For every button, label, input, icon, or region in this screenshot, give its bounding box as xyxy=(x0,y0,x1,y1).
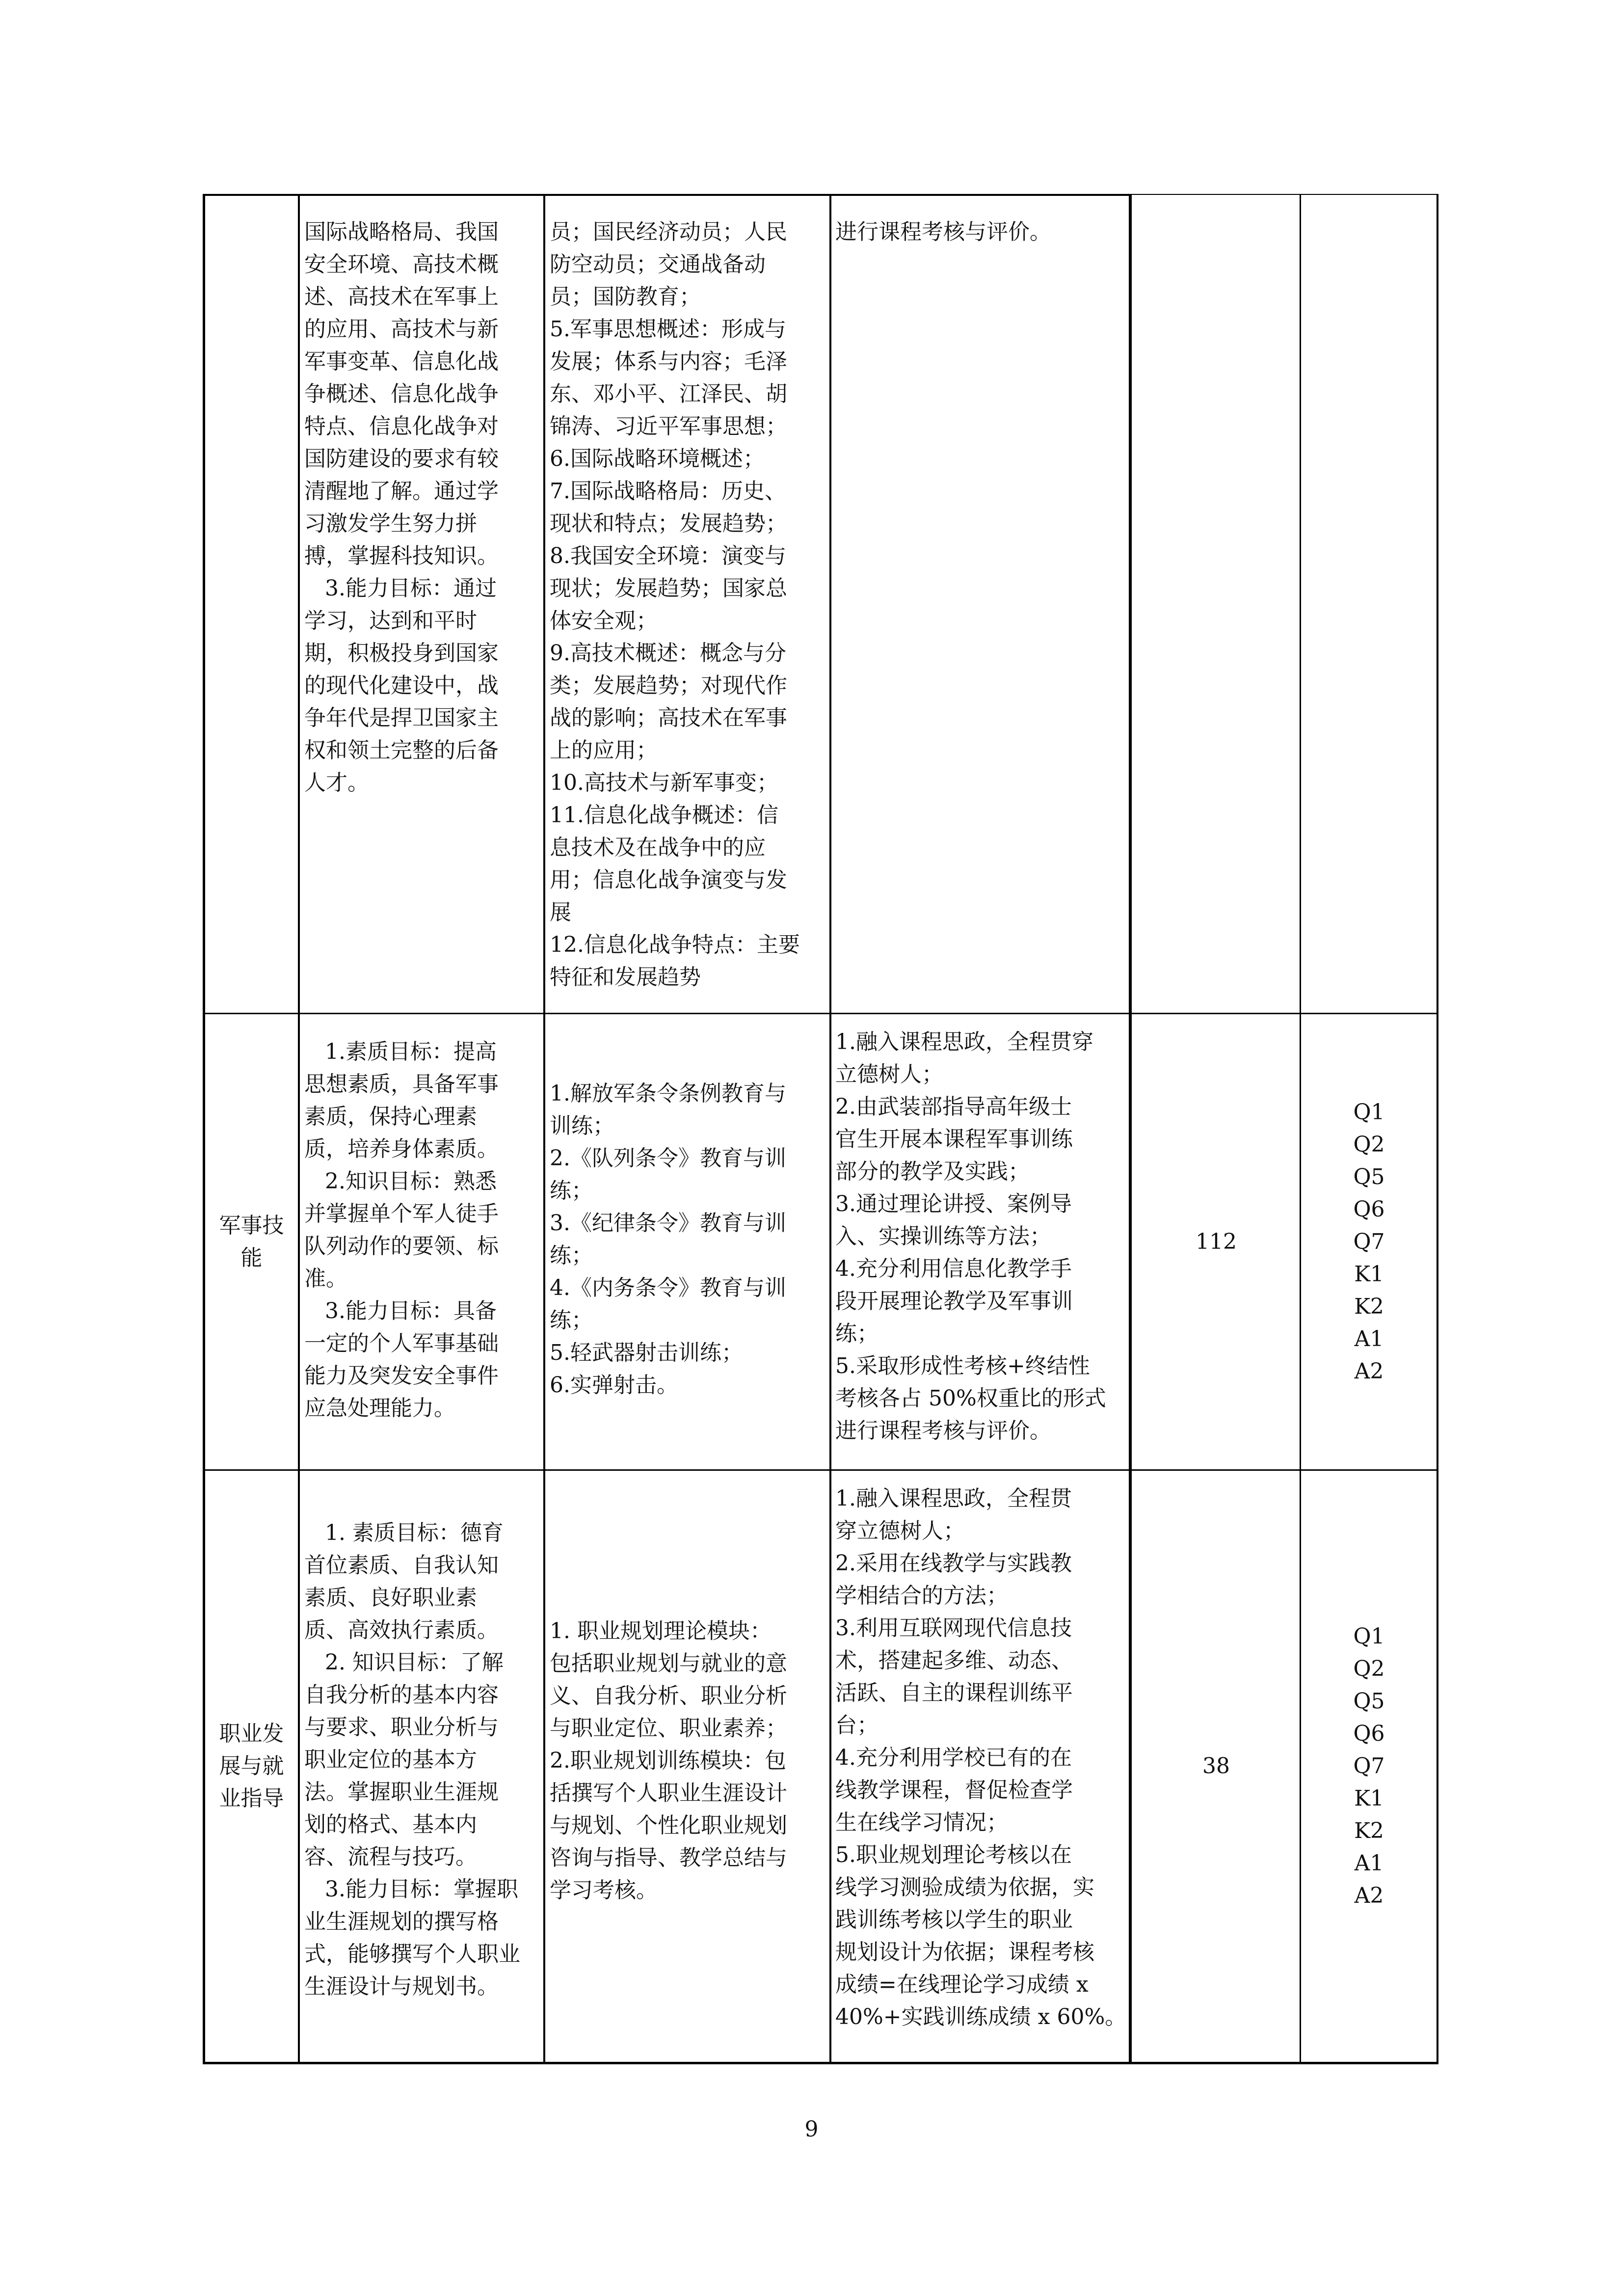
goals-line: 业生涯规划的撰写格 xyxy=(304,1909,499,1934)
codes-line: K2 xyxy=(1354,1294,1384,1319)
goals-line: 1. 素质目标：德育 xyxy=(304,1520,504,1545)
codes-line: A1 xyxy=(1354,1326,1384,1351)
goals-line: 搏，掌握科技知识。 xyxy=(304,543,499,568)
row3-course-cell xyxy=(204,1473,299,2059)
column-divider-5 xyxy=(1300,194,1301,2064)
row-divider-1 xyxy=(203,1013,1438,1014)
method-line: 进行课程考核与评价。 xyxy=(835,1418,1051,1443)
course-line: 业指导 xyxy=(219,1785,284,1811)
codes-line: Q7 xyxy=(1353,1753,1385,1779)
content-line: 特征和发展趋势 xyxy=(550,965,701,990)
method-line: 立德树人； xyxy=(835,1062,943,1087)
codes-line: K1 xyxy=(1354,1785,1384,1811)
course-line: 职业发 xyxy=(219,1721,284,1746)
content-line: 括撰写个人职业生涯设计 xyxy=(550,1781,787,1806)
goals-line: 准。 xyxy=(304,1266,347,1291)
goals-line: 一定的个人军事基础 xyxy=(304,1331,499,1356)
content-line: 与规划、个性化职业规划 xyxy=(550,1813,787,1838)
row-divider-2 xyxy=(203,1469,1438,1471)
content-line: 展 xyxy=(550,900,571,925)
goals-line: 法。掌握职业生涯规 xyxy=(304,1780,499,1805)
goals-line: 国防建设的要求有较 xyxy=(304,446,499,471)
row1-method-cell xyxy=(835,216,1130,248)
method-line: 1.融入课程思政，全程贯 xyxy=(835,1486,1072,1511)
column-divider-2 xyxy=(543,194,545,2064)
row1-goals-cell xyxy=(304,216,540,799)
goals-line: 队列动作的要领、标 xyxy=(304,1234,499,1259)
codes-line: Q1 xyxy=(1353,1623,1385,1649)
content-line: 现状；发展趋势；国家总 xyxy=(550,576,787,601)
codes-line: A2 xyxy=(1354,1883,1384,1908)
content-line: 现状和特点；发展趋势； xyxy=(550,511,787,536)
goals-line: 素质，保持心理素 xyxy=(304,1104,477,1129)
course-line: 军事技 xyxy=(219,1213,284,1238)
codes-line: K2 xyxy=(1354,1818,1384,1843)
goals-line: 清醒地了解。通过学 xyxy=(304,479,499,504)
goals-line: 质、高效执行素质。 xyxy=(304,1618,499,1643)
content-line: 2.职业规划训练模块：包 xyxy=(550,1748,786,1773)
content-line: 员；国防教育； xyxy=(550,284,701,309)
content-line: 发展；体系与内容；毛泽 xyxy=(550,349,787,374)
content-line: 8.我国安全环境：演变与 xyxy=(550,543,786,568)
codes-line: A2 xyxy=(1354,1359,1384,1384)
row3-content-cell xyxy=(550,1615,829,1907)
codes-line: Q7 xyxy=(1353,1229,1385,1254)
method-line: 2.由武装部指导高年级士 xyxy=(835,1094,1072,1119)
goals-line: 学习，达到和平时 xyxy=(304,608,477,633)
goals-line: 自我分析的基本内容 xyxy=(304,1682,499,1707)
method-line: 3.利用互联网现代信息技 xyxy=(835,1616,1072,1641)
method-line: 5.职业规划理论考核以在 xyxy=(835,1842,1072,1867)
goals-line: 容、流程与技巧。 xyxy=(304,1844,477,1869)
row2-course-cell xyxy=(204,1016,299,1468)
goals-line: 并掌握单个军人徒手 xyxy=(304,1201,499,1226)
method-line: 术，搭建起多维、动态、 xyxy=(835,1648,1073,1673)
codes-line: Q2 xyxy=(1353,1132,1385,1157)
goals-line: 权和领土完整的后备 xyxy=(304,738,499,763)
goals-line: 与要求、职业分析与 xyxy=(304,1715,499,1740)
content-line: 5.军事思想概述：形成与 xyxy=(550,317,786,342)
content-line: 义、自我分析、职业分析 xyxy=(550,1683,787,1708)
row1-course-cell xyxy=(204,196,297,1011)
goals-line: 素质、良好职业素 xyxy=(304,1585,477,1610)
goals-line: 质，培养身体素质。 xyxy=(304,1136,499,1162)
goals-line: 式，能够撰写个人职业 xyxy=(304,1942,520,1967)
goals-line: 的现代化建设中，战 xyxy=(304,673,499,698)
goals-line: 思想素质，具备军事 xyxy=(304,1072,499,1097)
goals-line: 生涯设计与规划书。 xyxy=(304,1974,499,1999)
goals-line: 人才。 xyxy=(304,770,369,795)
codes-line: Q6 xyxy=(1353,1197,1385,1222)
goals-line: 2.知识目标：熟悉 xyxy=(304,1169,497,1194)
method-line: 练； xyxy=(835,1321,878,1346)
content-line: 类；发展趋势；对现代作 xyxy=(550,673,787,698)
content-line: 11.信息化战争概述：信 xyxy=(550,803,778,828)
goals-line: 习激发学生努力拼 xyxy=(304,511,477,536)
goals-line: 述、高技术在军事上 xyxy=(304,284,499,309)
content-line: 9.高技术概述：概念与分 xyxy=(550,641,786,666)
goals-line: 能力及突发安全事件 xyxy=(304,1363,499,1388)
goals-line: 安全环境、高技术概 xyxy=(304,252,499,277)
goals-line: 应急处理能力。 xyxy=(304,1396,455,1421)
row1-content-cell xyxy=(550,216,829,994)
goals-line: 军事变革、信息化战 xyxy=(304,349,499,374)
content-line: 训练； xyxy=(550,1113,614,1138)
codes-line: K1 xyxy=(1354,1262,1384,1287)
column-divider-1 xyxy=(298,194,300,2064)
column-divider-3 xyxy=(829,194,831,2064)
content-line: 与职业定位、职业素养； xyxy=(550,1716,787,1741)
goals-line: 职业定位的基本方 xyxy=(304,1747,477,1772)
goals-line: 特点、信息化战争对 xyxy=(304,414,499,439)
hours-value: 112 xyxy=(1196,1229,1237,1254)
page-number: 9 xyxy=(804,2117,819,2142)
content-line: 战的影响；高技术在军事 xyxy=(550,705,787,730)
content-line: 学习考核。 xyxy=(550,1878,658,1903)
method-line: 活跃、自主的课程训练平 xyxy=(835,1680,1073,1705)
codes-line: Q2 xyxy=(1353,1656,1385,1681)
table-border-right xyxy=(1437,194,1438,2064)
content-line: 12.信息化战争特点：主要 xyxy=(550,932,800,957)
row2-codes-cell xyxy=(1302,1016,1437,1468)
content-line: 防空动员；交通战备动 xyxy=(550,252,766,277)
content-line: 上的应用； xyxy=(550,738,658,763)
goals-line: 3.能力目标：通过 xyxy=(304,576,497,601)
goals-line: 首位素质、自我认知 xyxy=(304,1553,499,1578)
method-line: 生在线学习情况； xyxy=(835,1810,1008,1835)
goals-line: 1.素质目标：提高 xyxy=(304,1039,497,1064)
method-line: 台； xyxy=(835,1713,878,1738)
content-line: 咨询与指导、教学总结与 xyxy=(550,1845,787,1870)
method-line: 4.充分利用信息化教学手 xyxy=(835,1256,1072,1281)
content-line: 6.实弹射击。 xyxy=(550,1373,678,1398)
content-line: 3.《纪律条令》教育与训 xyxy=(550,1211,786,1236)
method-line: 践训练考核以学生的职业 xyxy=(835,1907,1073,1932)
column-divider-4 xyxy=(1129,194,1132,2064)
goals-line: 划的格式、基本内 xyxy=(304,1812,477,1837)
row2-method-cell xyxy=(835,1026,1130,1447)
row3-method-cell xyxy=(835,1483,1130,2033)
method-line: 官生开展本课程军事训练 xyxy=(835,1127,1073,1152)
method-line: 1.融入课程思政，全程贯穿 xyxy=(835,1029,1093,1054)
content-line: 1. 职业规划理论模块： xyxy=(550,1619,772,1644)
codes-line: Q1 xyxy=(1353,1100,1385,1125)
method-line: 学相结合的方法； xyxy=(835,1583,1008,1608)
row2-content-cell xyxy=(550,1078,829,1402)
method-line: 3.通过理论讲授、案例导 xyxy=(835,1191,1072,1216)
content-line: 6.国际战略环境概述； xyxy=(550,446,765,471)
goals-line: 争年代是捍卫国家主 xyxy=(304,705,499,730)
goals-line: 国际战略格局、我国 xyxy=(304,219,499,244)
content-line: 东、邓小平、江泽民、胡 xyxy=(550,381,787,406)
content-line: 练； xyxy=(550,1308,593,1333)
content-line: 1.解放军条令条例教育与 xyxy=(550,1081,786,1106)
codes-line: Q6 xyxy=(1353,1721,1385,1746)
goals-line: 3.能力目标：掌握职 xyxy=(304,1877,518,1902)
content-line: 用；信息化战争演变与发 xyxy=(550,867,787,892)
method-line: 考核各占 50%权重比的形式 xyxy=(835,1386,1106,1411)
goals-line: 期，积极投身到国家 xyxy=(304,641,499,666)
content-line: 2.《队列条令》教育与训 xyxy=(550,1146,786,1171)
content-line: 7.国际战略格局：历史、 xyxy=(550,479,786,504)
row3-goals-cell xyxy=(304,1517,540,2003)
method-line: 线教学课程，督促检查学 xyxy=(835,1778,1073,1803)
method-line: 段开展理论教学及军事训 xyxy=(835,1289,1073,1314)
method-line: 40%+实践训练成绩 x 60%。 xyxy=(835,2004,1127,2029)
row3-codes-cell xyxy=(1302,1473,1437,2059)
content-line: 4.《内务条令》教育与训 xyxy=(550,1275,786,1300)
row2-hours-cell xyxy=(1133,1016,1300,1468)
method-line: 2.采用在线教学与实践教 xyxy=(835,1551,1072,1576)
content-line: 练； xyxy=(550,1243,593,1268)
method-line: 4.充分利用学校已有的在 xyxy=(835,1745,1072,1770)
goals-line: 3.能力目标：具备 xyxy=(304,1298,497,1324)
codes-line: Q5 xyxy=(1353,1688,1385,1714)
table-border-left xyxy=(203,194,205,2064)
row2-goals-cell xyxy=(304,1036,540,1425)
content-line: 10.高技术与新军事变； xyxy=(550,770,778,795)
method-line: 5.采取形成性考核+终结性 xyxy=(835,1353,1090,1378)
content-line: 锦涛、习近平军事思想； xyxy=(550,414,787,439)
table-border-top-right xyxy=(1132,194,1438,195)
course-line: 展与就 xyxy=(219,1753,284,1779)
codes-line: Q5 xyxy=(1353,1164,1385,1189)
row3-hours-cell xyxy=(1133,1473,1300,2059)
method-line: 成绩=在线理论学习成绩 x xyxy=(835,1972,1089,1997)
content-line: 练； xyxy=(550,1178,593,1203)
method-line: 线学习测验成绩为依据，实 xyxy=(835,1875,1094,1900)
table-border-bottom xyxy=(203,2062,1438,2064)
table-border-top xyxy=(203,194,1132,196)
course-line: 能 xyxy=(240,1245,263,1270)
content-line: 5.轻武器射击训练； xyxy=(550,1340,743,1365)
hours-value: 38 xyxy=(1202,1753,1230,1779)
codes-line: A1 xyxy=(1354,1850,1384,1876)
content-line: 员；国民经济动员；人民 xyxy=(550,219,787,244)
method-line: 规划设计为依据；课程考核 xyxy=(835,1940,1094,1965)
method-line: 入、实操训练等方法； xyxy=(835,1224,1051,1249)
method-line: 进行课程考核与评价。 xyxy=(835,219,1051,244)
content-line: 包括职业规划与就业的意 xyxy=(550,1651,787,1676)
method-line: 部分的教学及实践； xyxy=(835,1159,1030,1184)
method-line: 穿立德树人； xyxy=(835,1518,965,1543)
goals-line: 争概述、信息化战争 xyxy=(304,381,499,406)
content-line: 息技术及在战争中的应 xyxy=(550,835,766,860)
goals-line: 的应用、高技术与新 xyxy=(304,317,499,342)
goals-line: 2. 知识目标：了解 xyxy=(304,1650,504,1675)
content-line: 体安全观； xyxy=(550,608,658,633)
